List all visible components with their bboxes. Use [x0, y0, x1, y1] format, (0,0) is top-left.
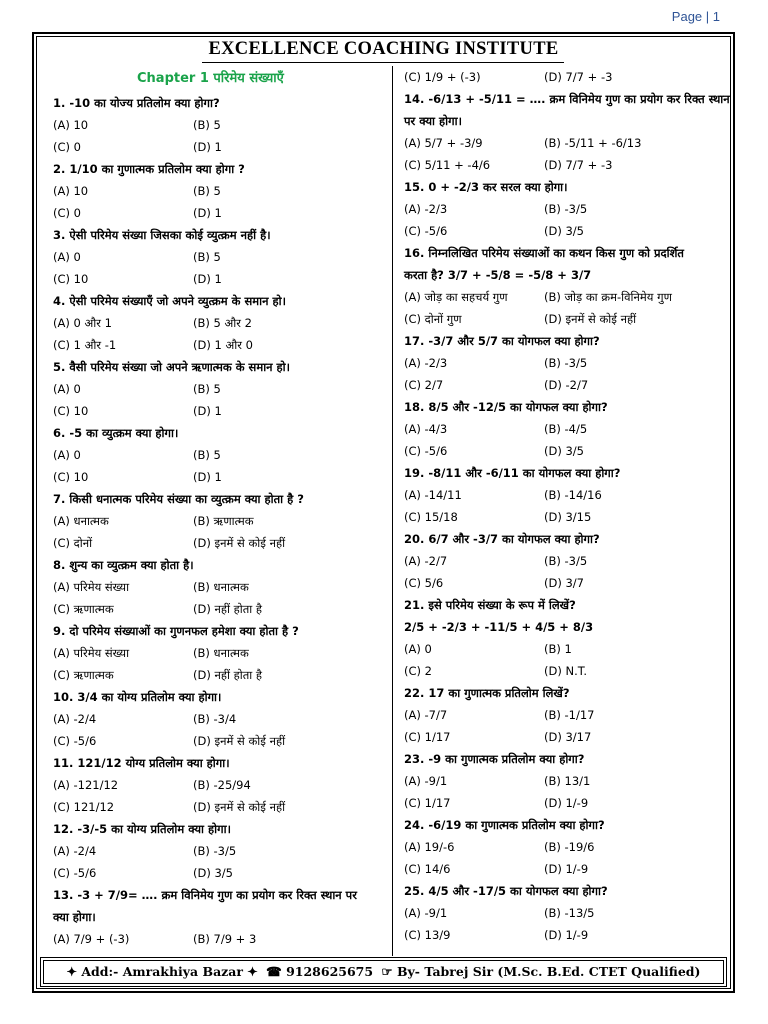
question-item [404, 66, 724, 88]
left-question-list [53, 92, 387, 950]
option-text: (B) -3/5 [544, 356, 588, 370]
option-text: (D) 7/7 + -3 [544, 158, 613, 172]
question-item [404, 462, 724, 528]
options-row [53, 444, 387, 466]
option-text: (A) -121/12 [53, 778, 119, 792]
question-item [53, 620, 387, 686]
option-text: (C) ऋणात्मक [53, 668, 114, 682]
option-text: (B) 5 [193, 250, 221, 264]
question-item [404, 880, 724, 946]
options-row [53, 312, 387, 334]
column-divider [392, 66, 393, 956]
right-question-list [404, 66, 730, 946]
footer [40, 960, 727, 984]
title-underline [202, 62, 564, 63]
question-item [53, 686, 387, 752]
question-item [404, 396, 724, 462]
option-text: (B) -25/94 [193, 778, 251, 792]
footer-phone: ☎ 9128625675 [266, 964, 374, 979]
question-text: 11. 121/12 योग्य प्रतिलोम क्या होगा। [53, 756, 230, 770]
option-text: (A) -2/7 [404, 554, 448, 568]
option-text: (B) -3/5 [544, 554, 588, 568]
question-item [404, 682, 724, 748]
question-item [404, 528, 724, 594]
options-row [53, 796, 387, 818]
option-text: (D) 1/-9 [544, 928, 589, 942]
options-row [404, 572, 724, 594]
option-text: (D) 7/7 + -3 [544, 70, 613, 84]
option-text: (D) 1 [193, 140, 222, 154]
option-text: (B) -14/16 [544, 488, 602, 502]
option-text: (B) 5 [193, 184, 221, 198]
option-text: (A) 5/7 + -3/9 [404, 136, 483, 150]
option-text: (A) -2/3 [404, 202, 448, 216]
option-text: (C) 2 [404, 664, 432, 678]
question-item [53, 554, 387, 620]
options-row [53, 400, 387, 422]
option-text: (D) 1 [193, 272, 222, 286]
question-text: 17. -3/7 और 5/7 का योगफल क्या होगा? [404, 334, 600, 348]
question-text: 14. -6/13 + -5/11 = …. क्रम विनिमेय गुण का प्रयोग कर रिक्त स्थान [404, 92, 730, 106]
option-text: (B) -4/5 [544, 422, 588, 436]
option-text: (B) -3/4 [193, 712, 237, 726]
option-text: (B) 5 [193, 448, 221, 462]
option-text: (B) -1/17 [544, 708, 595, 722]
options-row [53, 510, 387, 532]
option-text: (B) -3/5 [544, 202, 588, 216]
options-row [53, 378, 387, 400]
options-row [404, 924, 724, 946]
options-row [53, 708, 387, 730]
question-item [404, 330, 724, 396]
footer-address: ✦ Add:- Amrakhiya Bazar ✦ [66, 964, 258, 979]
question-text-continued: करता है? 3/7 + -5/8 = -5/8 + 3/7 [404, 268, 592, 282]
footer-author: ☞ By- Tabrej Sir (M.Sc. B.Ed. CTET Qualified) [381, 964, 701, 979]
question-text: 19. -8/11 और -6/11 का योगफल क्या होगा? [404, 466, 621, 480]
question-text: 23. -9 का गुणात्मक प्रतिलोम क्या होगा? [404, 752, 585, 766]
option-text: (C) 0 [53, 206, 81, 220]
question-text: 8. शुन्य का व्युत्क्रम क्या होता है। [53, 558, 194, 572]
option-text: (C) ऋणात्मक [53, 602, 114, 616]
option-text: (B) 5 [193, 382, 221, 396]
question-item [53, 818, 387, 884]
option-text: (D) इनमें से कोई नहीं [193, 734, 286, 748]
option-text: (A) 0 [53, 448, 81, 462]
option-text: (C) 1/17 [404, 730, 451, 744]
question-text: 18. 8/5 और -12/5 का योगफल क्या होगा? [404, 400, 608, 414]
question-text: 5. वैसी परिमेय संख्या जो अपने ऋणात्मक के समान हो। [53, 360, 291, 374]
page-number: Page | 1 [671, 9, 720, 24]
options-row [53, 202, 387, 224]
option-text: (B) 5 और 2 [193, 316, 252, 330]
option-text: (B) -3/5 [193, 844, 237, 858]
question-item [53, 884, 387, 950]
options-row [404, 66, 724, 88]
option-text: (C) 10 [53, 272, 89, 286]
options-row [404, 484, 724, 506]
question-text: 10. 3/4 का योग्य प्रतिलोम क्या होगा। [53, 690, 222, 704]
option-text: (A) 0 और 1 [53, 316, 112, 330]
options-row [53, 466, 387, 488]
option-text: (D) 1 और 0 [193, 338, 253, 352]
option-text: (C) दोनों गुण [404, 312, 462, 326]
option-text: (C) -5/6 [404, 224, 448, 238]
option-text: (B) -13/5 [544, 906, 595, 920]
option-text: (A) परिमेय संख्या [53, 580, 130, 594]
options-row [53, 576, 387, 598]
option-text: (A) परिमेय संख्या [53, 646, 130, 660]
option-text: (B) -19/6 [544, 840, 595, 854]
options-row [404, 770, 724, 792]
question-item [53, 356, 387, 422]
options-row [53, 334, 387, 356]
question-text: 12. -3/-5 का योग्य प्रतिलोम क्या होगा। [53, 822, 231, 836]
question-text: 20. 6/7 और -3/7 का योगफल क्या होगा? [404, 532, 600, 546]
option-text: (D) नहीं होता है [193, 668, 262, 682]
options-row [404, 704, 724, 726]
option-text: (C) -5/6 [404, 444, 448, 458]
option-text: (A) 10 [53, 118, 89, 132]
options-row [53, 268, 387, 290]
question-item [53, 158, 387, 224]
option-text: (B) 1 [544, 642, 572, 656]
question-item [404, 594, 724, 682]
option-text: (C) 2/7 [404, 378, 444, 392]
option-text: (A) 0 [53, 250, 81, 264]
option-text: (B) जोड़ का क्रम-विनिमेय गुण [544, 290, 672, 304]
option-text: (C) 13/9 [404, 928, 451, 942]
option-text: (D) 1/-9 [544, 796, 589, 810]
options-row [404, 286, 724, 308]
options-row [404, 154, 724, 176]
question-text: 21. इसे परिमेय संख्या के रूप में लिखें? [404, 598, 576, 612]
options-row [404, 198, 724, 220]
option-text: (D) इनमें से कोई नहीं [193, 800, 286, 814]
option-text: (C) 1/9 + (-3) [404, 70, 481, 84]
question-item [53, 752, 387, 818]
options-row [53, 114, 387, 136]
options-row [53, 532, 387, 554]
options-row [404, 902, 724, 924]
option-text: (A) -7/7 [404, 708, 448, 722]
options-row [53, 730, 387, 752]
option-text: (A) 10 [53, 184, 89, 198]
options-row [53, 246, 387, 268]
options-row [404, 550, 724, 572]
option-text: (D) 3/17 [544, 730, 592, 744]
question-item [53, 92, 387, 158]
option-text: (A) -2/4 [53, 712, 97, 726]
option-text: (C) 5/6 [404, 576, 444, 590]
options-row [53, 862, 387, 884]
option-text: (A) जोड़ का सहचर्य गुण [404, 290, 508, 304]
options-row [53, 136, 387, 158]
option-text: (D) 1 [193, 404, 222, 418]
options-row [53, 928, 387, 950]
option-text: (C) 14/6 [404, 862, 451, 876]
option-text: (C) 10 [53, 404, 89, 418]
question-text: 22. 17 का गुणात्मक प्रतिलोम लिखें? [404, 686, 570, 700]
option-text: (B) 5 [193, 118, 221, 132]
option-text: (D) 3/15 [544, 510, 592, 524]
options-row [404, 858, 724, 880]
question-text: 9. दो परिमेय संख्याओं का गुणनफल हमेशा क्या होता है ? [53, 624, 299, 638]
option-text: (D) नहीं होता है [193, 602, 262, 616]
question-text-continued: क्या होगा। [53, 910, 96, 924]
question-text: 6. -5 का व्युत्क्रम क्या होगा। [53, 426, 179, 440]
options-row [53, 598, 387, 620]
question-text-continued: पर क्या होगा। [404, 114, 462, 128]
option-text: (A) -2/4 [53, 844, 97, 858]
option-text: (C) -5/6 [53, 734, 97, 748]
option-text: (C) 1 और -1 [53, 338, 117, 352]
question-text: 24. -6/19 का गुणात्मक प्रतिलोम क्या होगा? [404, 818, 605, 832]
options-row [404, 220, 724, 242]
options-row [53, 642, 387, 664]
question-text: 3. ऐसी परिमेय संख्या जिसका कोई व्युत्क्रम नहीं है। [53, 228, 271, 242]
question-text: 2. 1/10 का गुणात्मक प्रतिलोम क्या होगा ? [53, 162, 245, 176]
question-item [53, 224, 387, 290]
right-column [404, 66, 730, 946]
option-text: (B) 7/9 + 3 [193, 932, 257, 946]
options-row [404, 418, 724, 440]
option-text: (D) 3/5 [544, 224, 584, 238]
question-item [404, 748, 724, 814]
option-text: (D) 1 [193, 470, 222, 484]
option-text: (C) 121/12 [53, 800, 115, 814]
option-text: (D) N.T. [544, 664, 588, 678]
options-row [404, 792, 724, 814]
options-row [53, 840, 387, 862]
options-row [404, 308, 724, 330]
option-text: (D) 3/5 [544, 444, 584, 458]
question-text: 16. निम्नलिखित परिमेय संख्याओं का कथन किस गुण को प्रदर्शित [404, 246, 684, 260]
question-item [404, 242, 724, 330]
question-text: 13. -3 + 7/9= …. क्रम विनिमेय गुण का प्रयोग कर रिक्त स्थान पर [53, 888, 357, 902]
option-text: (D) -2/7 [544, 378, 589, 392]
question-item [53, 422, 387, 488]
option-text: (C) दोनों [53, 536, 93, 550]
options-row [404, 506, 724, 528]
option-text: (A) 19/-6 [404, 840, 455, 854]
option-text: (A) 0 [404, 642, 432, 656]
question-text: 1. -10 का योज्य प्रतिलोम क्या होगा? [53, 96, 220, 110]
options-row [53, 774, 387, 796]
question-text: 25. 4/5 और -17/5 का योगफल क्या होगा? [404, 884, 608, 898]
options-row [404, 836, 724, 858]
option-text: (D) 3/5 [193, 866, 233, 880]
option-text: (D) इनमें से कोई नहीं [544, 312, 637, 326]
option-text: (A) -2/3 [404, 356, 448, 370]
option-text: (D) 1 [193, 206, 222, 220]
option-text: (B) 13/1 [544, 774, 591, 788]
question-text: 7. किसी धनात्मक परिमेय संख्या का व्युत्क्रम क्या होता है ? [53, 492, 304, 506]
options-row [404, 726, 724, 748]
option-text: (A) धनात्मक [53, 514, 109, 528]
chapter-heading: Chapter 1 परिमेय संख्याएँ [137, 71, 284, 86]
options-row [404, 132, 724, 154]
question-text: 4. ऐसी परिमेय संख्याएँ जो अपने व्युत्क्रम के समान हो। [53, 294, 286, 308]
option-text: (B) धनात्मक [193, 580, 249, 594]
option-text: (C) -5/6 [53, 866, 97, 880]
question-item [404, 176, 724, 242]
options-row [404, 352, 724, 374]
option-text: (C) 15/18 [404, 510, 458, 524]
option-text: (D) इनमें से कोई नहीं [193, 536, 286, 550]
question-text: 15. 0 + -2/3 कर सरल क्या होगा। [404, 180, 568, 194]
option-text: (A) 7/9 + (-3) [53, 932, 130, 946]
option-text: (A) -9/1 [404, 774, 448, 788]
option-text: (A) -9/1 [404, 906, 448, 920]
option-text: (C) 1/17 [404, 796, 451, 810]
question-item [53, 290, 387, 356]
option-text: (C) 10 [53, 470, 89, 484]
question-item [404, 88, 730, 176]
options-row [404, 638, 724, 660]
left-column [53, 66, 387, 950]
options-row [404, 374, 724, 396]
options-row [53, 664, 387, 686]
option-text: (D) 1/-9 [544, 862, 589, 876]
option-text: (A) 0 [53, 382, 81, 396]
option-text: (C) 5/11 + -4/6 [404, 158, 491, 172]
option-text: (D) 3/7 [544, 576, 584, 590]
option-text: (B) धनात्मक [193, 646, 249, 660]
options-row [53, 180, 387, 202]
option-text: (A) -14/11 [404, 488, 462, 502]
option-text: (B) ऋणात्मक [193, 514, 254, 528]
question-text-continued: 2/5 + -2/3 + -11/5 + 4/5 + 8/3 [404, 620, 594, 634]
question-item [53, 488, 387, 554]
question-item [404, 814, 724, 880]
page-title: EXCELLENCE COACHING INSTITUTE [208, 39, 559, 59]
option-text: (C) 0 [53, 140, 81, 154]
options-row [404, 440, 724, 462]
options-row [404, 660, 724, 682]
option-text: (B) -5/11 + -6/13 [544, 136, 642, 150]
option-text: (A) -4/3 [404, 422, 448, 436]
